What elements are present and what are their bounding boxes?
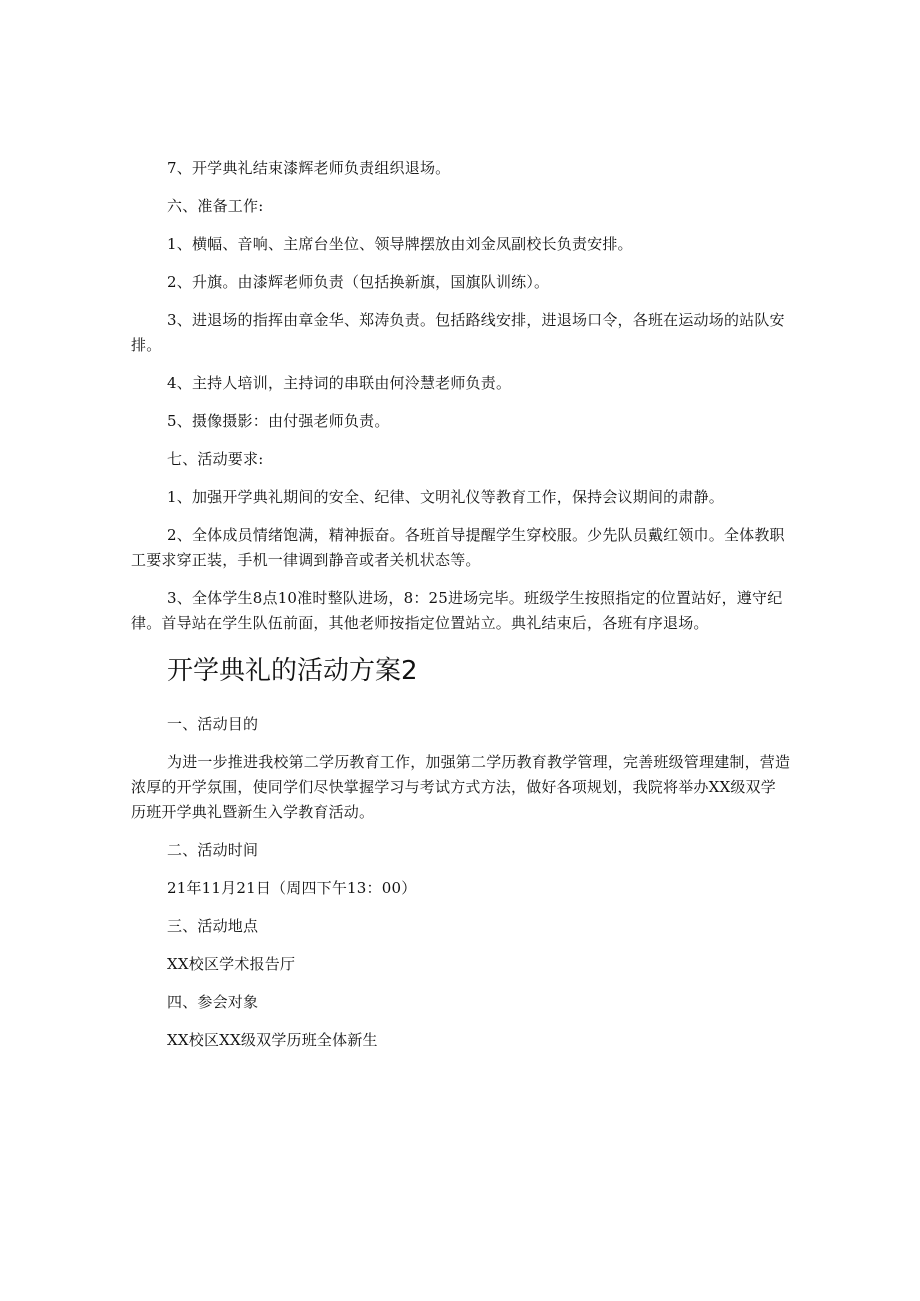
document-title: 开学典礼的活动方案2 [167,656,418,686]
paragraph: XX校区学术报告厅 [167,955,296,973]
paragraph: 为进一步推进我校第二学历教育工作，加强第二学历教育教学管理，完善班级管理建制，营造浓厚的开学氛围，使同学们尽快掌握学习与考试方式方法，做好各项规划，我院将举办XX级双学历班开学典礼暨新生入学教育活动。 [131,753,791,821]
paragraph: 5、摄像摄影：由付强老师负责。 [167,412,390,430]
section-heading: 二、活动时间 [167,841,259,859]
section-heading: 三、活动地点 [167,917,259,935]
section-heading: 一、活动目的 [167,715,259,733]
paragraph: 1、横幅、音响、主席台坐位、领导牌摆放由刘金凤副校长负责安排。 [167,235,633,253]
paragraph: 7、开学典礼结束漆辉老师负责组织退场。 [167,159,451,177]
document-body [131,156,791,1066]
section-heading: 六、准备工作: [167,197,264,215]
section-heading: 四、参会对象 [167,993,259,1011]
paragraph: XX校区XX级双学历班全体新生 [167,1031,378,1049]
paragraph: 2、升旗。由漆辉老师负责（包括换新旗，国旗队训练）。 [167,273,550,291]
paragraph: 2、全体成员情绪饱满，精神振奋。各班首导提醒学生穿校服。少先队员戴红领巾。全体教职工要求穿正装，手机一律调到静音或者关机状态等。 [131,526,785,569]
section-heading: 七、活动要求: [167,450,264,468]
paragraph: 1、加强开学典礼期间的安全、纪律、文明礼仪等教育工作，保持会议期间的肃静。 [167,488,724,506]
paragraph: 4、主持人培训，主持词的串联由何泠慧老师负责。 [167,374,512,392]
paragraph: 3、全体学生8点10准时整队进场，8：25进场完毕。班级学生按照指定的位置站好，遵守纪律。首导站在学生队伍前面，其他老师按指定位置站立。典礼结束后，各班有序退场。 [131,589,783,632]
paragraph: 21年11月21日（周四下午13：00） [167,879,417,897]
paragraph: 3、进退场的指挥由章金华、郑涛负责。包括路线安排，进退场口令，各班在运动场的站队安排。 [131,311,785,354]
